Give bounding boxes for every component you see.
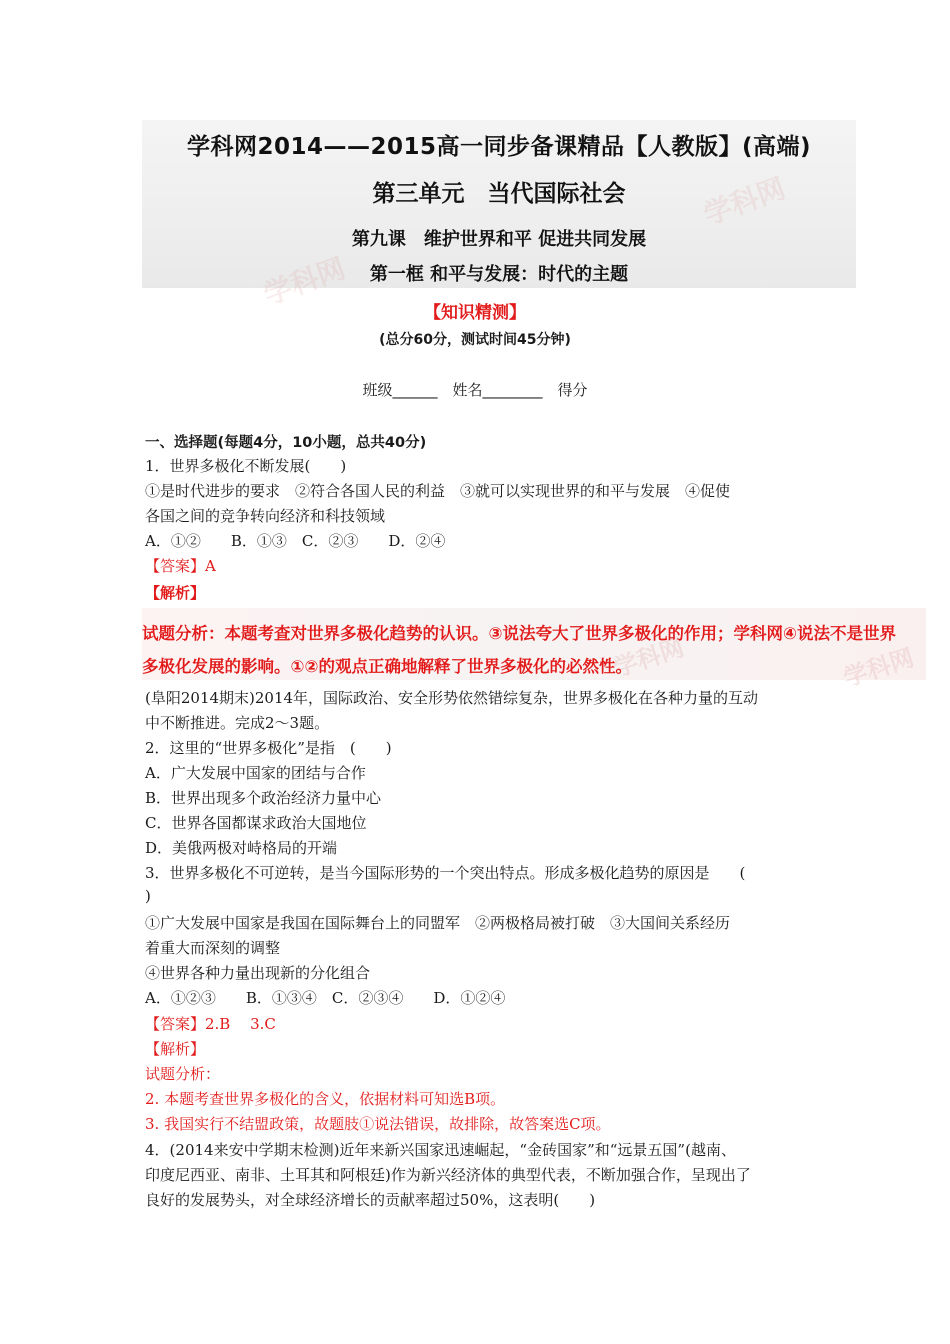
question-options: ①是时代进步的要求 ②符合各国人民的利益 ③就可以实现世界的和平与发展 ④促使 xyxy=(145,482,731,500)
analysis-text: 试题分析：本题考查对世界多极化趋势的认识。③说法夸大了世界多极化的作用；学科网④说法不是世界 xyxy=(142,624,896,643)
question-stem: 良好的发展势头，对全球经济增长的贡献率超过50%，这表明( ) xyxy=(145,1191,596,1209)
answer-choices: A．①②③ B．①③④ C．②③④ D．①②④ xyxy=(145,989,506,1007)
question-stem: ) xyxy=(145,887,151,905)
banner-section: 第一框 和平与发展：时代的主题 xyxy=(369,264,629,285)
question-stem: 3．世界多极化不可逆转，是当今国际形势的一个突出特点。形成多极化趋势的原因是 ( xyxy=(145,864,746,882)
question-stem: 1．世界多极化不断发展( ) xyxy=(145,457,347,475)
question-stem: 2．这里的“世界多极化”是指 ( ) xyxy=(145,739,392,757)
banner-unit: 第三单元 当代国际社会 xyxy=(372,181,626,207)
student-info-line: 班级______ 姓名________ 得分 xyxy=(362,381,588,399)
analysis-text: 3. 我国实行不结盟政策，故题肢①说法错误，故排除，故答案选C项。 xyxy=(145,1115,611,1133)
option-c: C．世界各国都谋求政治大国地位 xyxy=(145,814,367,832)
test-info: (总分60分，测试时间45分钟) xyxy=(379,332,571,348)
question-options: 各国之间的竞争转向经济和科技领域 xyxy=(145,507,386,525)
watermark: 学科网 xyxy=(840,643,918,693)
answer-label: 【答案】A xyxy=(145,557,216,575)
analysis-text: 多极化发展的影响。①②的观点正确地解释了世界多极化的必然性。 xyxy=(142,657,632,676)
question-options: ①广大发展中国家是我国在国际舞台上的同盟军 ②两极格局被打破 ③大国间关系经历 xyxy=(145,914,731,932)
material-text: (阜阳2014期末)2014年，国际政治、安全形势依然错综复杂，世界多极化在各种力量的互动 xyxy=(145,689,759,707)
watermark: 学科网 xyxy=(610,633,688,683)
analysis-text: 试题分析： xyxy=(145,1065,221,1083)
option-b: B．世界出现多个政治经济力量中心 xyxy=(145,789,382,807)
watermark: 学科网 xyxy=(259,251,350,312)
analysis-image xyxy=(142,608,926,693)
option-d: D．美俄两极对峙格局的开端 xyxy=(145,839,338,857)
answer-label: 【答案】2.B 3.C xyxy=(145,1015,276,1033)
option-a: A．广大发展中国家的团结与合作 xyxy=(145,764,366,782)
part-title: 一、选择题(每题4分，10小题，总共40分) xyxy=(145,435,427,451)
question-stem: 印度尼西亚、南非、土耳其和阿根廷)作为新兴经济体的典型代表，不断加强合作，呈现出了 xyxy=(145,1166,751,1184)
section-heading: 【知识精测】 xyxy=(424,303,526,323)
material-text: 中不断推进。完成2～3题。 xyxy=(145,714,330,732)
question-stem: 4．(2014来安中学期末检测)近年来新兴国家迅速崛起，“金砖国家”和“远景五国”(越南、 xyxy=(145,1141,736,1159)
banner-lesson: 第九课 维护世界和平 促进共同发展 xyxy=(351,229,647,250)
banner-title: 学科网2014——2015高一同步备课精品【人教版】(高端) xyxy=(186,134,812,160)
watermark: 学科网 xyxy=(699,171,790,232)
answer-choices: A．①② B．①③ C．②③ D．②④ xyxy=(145,532,446,550)
question-options: 着重大而深刻的调整 xyxy=(145,939,281,957)
header-banner xyxy=(142,120,856,312)
analysis-label: 【解析】 xyxy=(145,584,206,602)
analysis-label: 【解析】 xyxy=(145,1040,206,1058)
question-options: ④世界各种力量出现新的分化组合 xyxy=(145,964,371,982)
analysis-text: 2. 本题考查世界多极化的含义，依据材料可知选B项。 xyxy=(145,1090,506,1108)
